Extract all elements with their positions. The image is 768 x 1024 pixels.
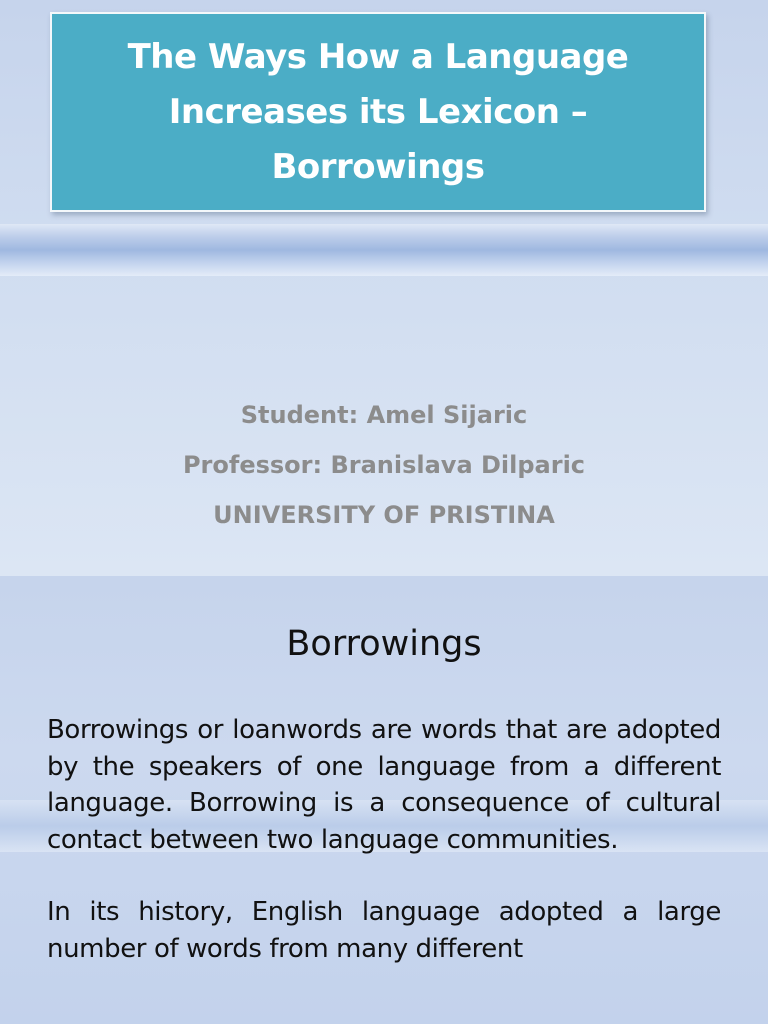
title-line: Borrowings (271, 146, 485, 187)
paragraph: Borrowings or loanwords are words that are adopted by the speakers of one language from a different language. Borrowing is a consequence of cultural contact between two language communities. (47, 715, 721, 855)
paragraph: In its history, English language adopted a large number of words from many different (47, 897, 721, 964)
slide-title (78, 30, 678, 195)
decorative-band (0, 224, 768, 276)
title-box (50, 12, 706, 212)
content-slide-title: Borrowings (286, 624, 482, 664)
professor-name: Professor: Branislava Dilparic (182, 451, 586, 479)
student-name: Student: Amel Sijaric (240, 401, 528, 429)
university-name: UNIVERSITY OF PRISTINA (213, 501, 555, 529)
credits (0, 390, 768, 540)
content-slide (0, 576, 768, 1024)
slide-body (47, 712, 721, 1003)
title-line: The Ways How a Language (127, 36, 629, 77)
title-line: Increases its Lexicon – (168, 91, 588, 132)
